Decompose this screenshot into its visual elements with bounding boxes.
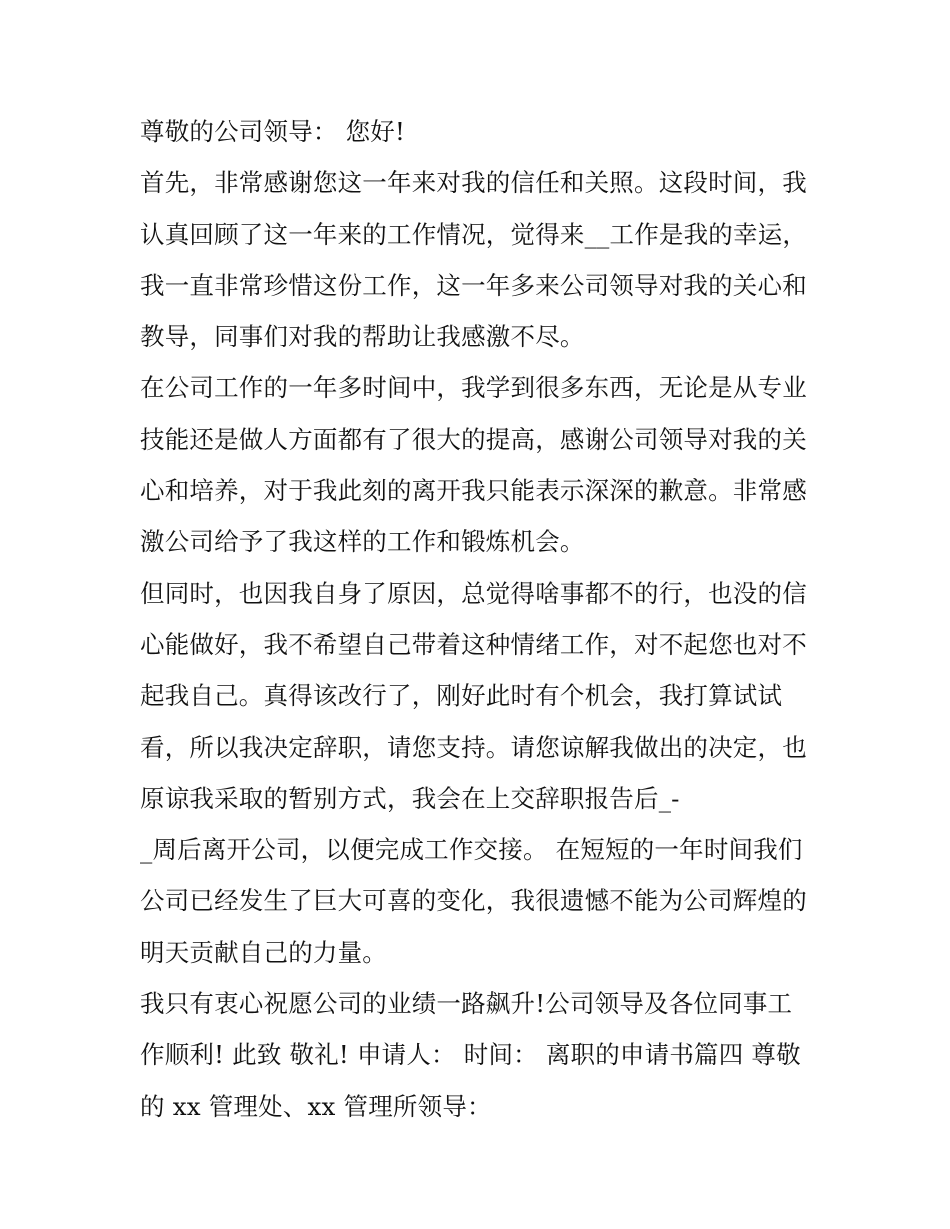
letter-line: 在公司工作的一年多时间中，我学到很多东西，无论是从专业 xyxy=(140,373,807,403)
letter-line: 教导，同事们对我的帮助让我感激不尽。 xyxy=(140,322,585,352)
letter-line: 但同时，也因我自身了原因，总觉得啥事都不的行，也没的信 xyxy=(140,578,807,608)
letter-line: 激公司给予了我这样的工作和锻炼机会。 xyxy=(140,527,585,557)
letter-line: 心能做好，我不希望自己带着这种情绪工作，对不起您也对不 xyxy=(140,629,807,659)
letter-line: 起我自己。真得该改行了，刚好此时有个机会，我打算试试 xyxy=(140,681,783,711)
letter-line: 我只有衷心祝愿公司的业绩一路飙升!公司领导及各位同事工 xyxy=(140,989,793,1019)
letter-line: 心和培养，对于我此刻的离开我只能表示深深的歉意。非常感 xyxy=(140,476,807,506)
letter-line: 原谅我采取的暂别方式，我会在上交辞职报告后_- xyxy=(140,783,680,813)
letter-body xyxy=(140,106,830,1132)
letter-line: 首先，非常感谢您这一年来对我的信任和关照。这段时间，我 xyxy=(140,168,807,198)
letter-line: 作顺利! 此致 敬礼! 申请人： 时间： 离职的申请书篇四 尊敬 xyxy=(140,1040,801,1070)
letter-line: 公司已经发生了巨大可喜的变化，我很遗憾不能为公司辉煌的 xyxy=(140,886,807,916)
letter-line: 尊敬的公司领导： 您好! xyxy=(140,117,406,146)
letter-line: _周后离开公司，以便完成工作交接。 在短短的一年时间我们 xyxy=(140,835,803,865)
letter-line: 我一直非常珍惜这份工作，这一年多来公司领导对我的关心和 xyxy=(140,270,807,300)
letter-line: 认真回顾了这一年来的工作情况，觉得来__工作是我的幸运， xyxy=(140,219,808,249)
letter-line: 看，所以我决定辞职，请您支持。请您谅解我做出的决定，也 xyxy=(140,732,807,762)
letter-line: 明天贡献自己的力量。 xyxy=(140,937,387,967)
letter-line: 技能还是做人方面都有了很大的提高，感谢公司领导对我的关 xyxy=(140,424,807,454)
letter-line: 的 xx 管理处、xx 管理所领导： xyxy=(140,1091,492,1121)
